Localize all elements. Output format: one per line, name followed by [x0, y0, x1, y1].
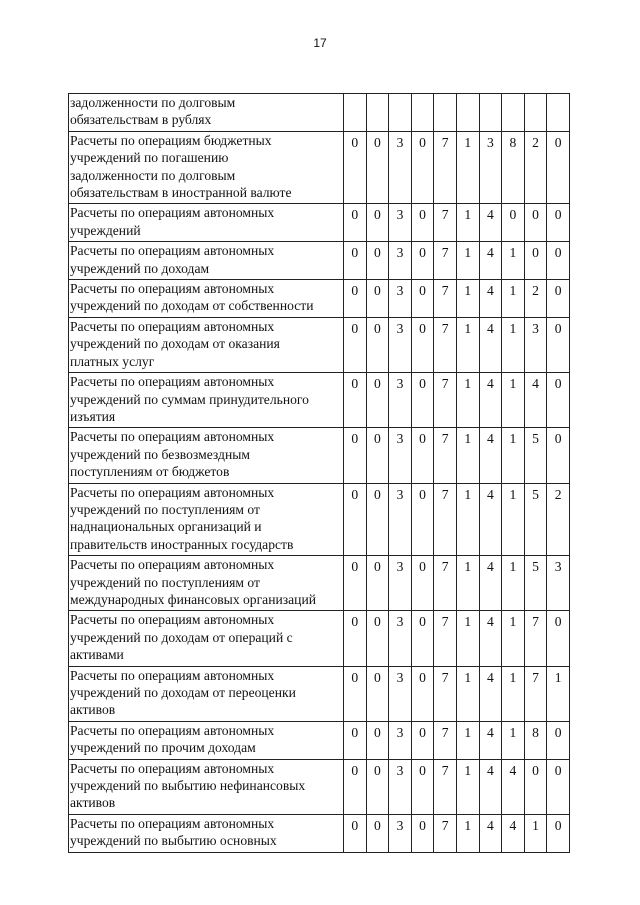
account-name-cell: [69, 611, 344, 666]
account-code-digit: 4: [479, 204, 502, 242]
account-name-cell: [69, 204, 344, 242]
account-code-digit: 1: [456, 666, 479, 721]
table-row: [69, 94, 570, 132]
table-row: [69, 814, 570, 852]
account-code-digit: 0: [547, 373, 570, 428]
account-code-digit: 0: [366, 280, 389, 318]
account-code-digit: 7: [434, 814, 457, 852]
account-code-digit: 4: [479, 317, 502, 372]
account-code-digit: 0: [411, 204, 434, 242]
account-code-digit: 0: [344, 666, 367, 721]
account-code-digit: 1: [524, 814, 547, 852]
account-code-digit: 8: [502, 131, 525, 204]
account-code-digit: 2: [524, 280, 547, 318]
account-code-digit: 1: [456, 317, 479, 372]
account-code-digit: 0: [411, 373, 434, 428]
account-name-line: Расчеты по операциям автономных: [70, 374, 275, 390]
table-body: [69, 94, 570, 853]
account-code-digit: 7: [434, 611, 457, 666]
account-code-digit: 0: [366, 373, 389, 428]
account-code-digit: 5: [524, 556, 547, 611]
account-name-line: Расчеты по операциям автономных: [70, 243, 275, 259]
account-code-digit: [411, 94, 434, 132]
account-code-digit: 3: [389, 666, 412, 721]
account-code-digit: 4: [479, 814, 502, 852]
account-code-digit: 0: [344, 759, 367, 814]
table-row: [69, 428, 570, 483]
account-name-cell: [69, 131, 344, 204]
account-code-digit: 0: [524, 759, 547, 814]
account-name-line: Расчеты по операциям автономных: [70, 722, 275, 738]
account-code-digit: 0: [411, 721, 434, 759]
account-code-digit: 3: [389, 556, 412, 611]
account-code-digit: 1: [456, 428, 479, 483]
account-code-digit: 1: [456, 611, 479, 666]
account-name-line: учреждений по безвозмездным: [70, 446, 250, 462]
account-code-digit: 0: [366, 759, 389, 814]
account-code-digit: 0: [411, 428, 434, 483]
table-row: [69, 242, 570, 280]
account-code-digit: [524, 94, 547, 132]
account-code-digit: 1: [456, 721, 479, 759]
account-name-line: задолженности по долговым: [70, 167, 236, 183]
account-name-line: учреждений по доходам от оказания: [70, 336, 280, 352]
account-name-line: правительств иностранных государств: [70, 536, 294, 552]
account-code-digit: 0: [366, 317, 389, 372]
account-code-digit: 7: [434, 317, 457, 372]
account-code-digit: 0: [366, 131, 389, 204]
account-name-cell: [69, 94, 344, 132]
account-code-digit: [366, 94, 389, 132]
account-code-digit: 0: [411, 131, 434, 204]
account-code-digit: 0: [344, 317, 367, 372]
account-code-digit: 7: [434, 759, 457, 814]
account-code-digit: 1: [456, 131, 479, 204]
account-code-digit: 0: [547, 721, 570, 759]
account-code-digit: 7: [434, 373, 457, 428]
account-code-digit: 0: [524, 204, 547, 242]
account-name-line: учреждений по поступлениям от: [70, 574, 260, 590]
account-code-digit: 0: [344, 280, 367, 318]
account-code-digit: 0: [344, 611, 367, 666]
account-code-digit: 0: [411, 611, 434, 666]
account-name-cell: [69, 759, 344, 814]
account-name-cell: [69, 373, 344, 428]
account-code-digit: 1: [456, 556, 479, 611]
account-name-line: учреждений по доходам: [70, 260, 210, 276]
account-code-digit: 0: [411, 759, 434, 814]
account-code-digit: 4: [524, 373, 547, 428]
account-code-digit: 0: [344, 373, 367, 428]
account-code-digit: [547, 94, 570, 132]
account-code-digit: 0: [366, 242, 389, 280]
account-name-line: учреждений по доходам от собственности: [70, 298, 314, 314]
account-name-cell: [69, 317, 344, 372]
account-code-digit: 0: [547, 759, 570, 814]
account-name-line: Расчеты по операциям автономных: [70, 612, 275, 628]
account-code-digit: 1: [502, 373, 525, 428]
account-code-digit: 1: [502, 483, 525, 556]
account-code-digit: 0: [344, 204, 367, 242]
page-number: 17: [313, 36, 327, 50]
account-code-digit: 0: [344, 814, 367, 852]
account-code-digit: 0: [366, 611, 389, 666]
account-name-cell: [69, 556, 344, 611]
account-code-digit: 7: [434, 280, 457, 318]
account-code-digit: 1: [502, 317, 525, 372]
account-code-digit: [479, 94, 502, 132]
account-code-digit: 0: [366, 721, 389, 759]
account-code-digit: 7: [434, 204, 457, 242]
account-code-digit: 3: [389, 483, 412, 556]
account-code-digit: 3: [389, 611, 412, 666]
account-code-digit: 4: [479, 280, 502, 318]
account-code-digit: 7: [524, 611, 547, 666]
account-code-digit: 3: [389, 814, 412, 852]
account-code-digit: 0: [547, 280, 570, 318]
account-name-line: поступлениям от бюджетов: [70, 464, 230, 480]
account-code-digit: 3: [389, 428, 412, 483]
account-code-digit: 2: [547, 483, 570, 556]
account-name-line: учреждений по доходам от переоценки: [70, 685, 296, 700]
account-code-digit: 7: [524, 666, 547, 721]
account-code-digit: 7: [434, 556, 457, 611]
account-name-line: обязательствам в иностранной валюте: [70, 185, 292, 201]
account-code-digit: 1: [502, 611, 525, 666]
table-row: [69, 721, 570, 759]
account-name-line: Расчеты по операциям автономных: [70, 318, 275, 334]
table-row: [69, 611, 570, 666]
account-code-digit: 1: [456, 814, 479, 852]
account-code-digit: 4: [479, 611, 502, 666]
account-code-digit: 0: [547, 131, 570, 204]
account-code-digit: 3: [389, 317, 412, 372]
account-name-cell: [69, 483, 344, 556]
account-name-cell: [69, 666, 344, 721]
account-code-digit: 4: [479, 666, 502, 721]
account-code-digit: 0: [366, 483, 389, 556]
account-name-line: учреждений по доходам от операций с: [70, 629, 293, 645]
account-code-digit: 7: [434, 242, 457, 280]
account-code-digit: 7: [434, 721, 457, 759]
account-code-digit: 3: [547, 556, 570, 611]
account-code-digit: [434, 94, 457, 132]
account-code-digit: [502, 94, 525, 132]
table-row: [69, 204, 570, 242]
account-code-digit: 4: [479, 242, 502, 280]
account-code-digit: 0: [366, 428, 389, 483]
account-code-digit: 5: [524, 428, 547, 483]
account-code-digit: 0: [366, 204, 389, 242]
account-name-line: учреждений по прочим доходам: [70, 740, 256, 756]
account-code-digit: 0: [547, 242, 570, 280]
account-name-cell: [69, 721, 344, 759]
account-code-digit: 3: [389, 242, 412, 280]
account-name-line: Расчеты по операциям автономных: [70, 205, 275, 221]
account-code-digit: 0: [411, 666, 434, 721]
account-code-digit: 1: [502, 280, 525, 318]
account-code-digit: 7: [434, 428, 457, 483]
account-name-line: учреждений: [70, 222, 141, 238]
account-code-digit: 1: [502, 428, 525, 483]
account-name-line: учреждений по выбытию нефинансовых: [70, 778, 306, 794]
account-code-digit: 8: [524, 721, 547, 759]
account-code-digit: 7: [434, 666, 457, 721]
account-name-line: платных услуг: [70, 353, 155, 369]
account-code-digit: 0: [344, 428, 367, 483]
account-code-digit: 3: [389, 759, 412, 814]
account-name-line: учреждений по погашению: [70, 150, 229, 166]
account-code-digit: 0: [411, 317, 434, 372]
account-code-digit: 4: [479, 373, 502, 428]
account-code-digit: 0: [366, 814, 389, 852]
account-code-digit: 1: [456, 373, 479, 428]
account-code-digit: 3: [389, 131, 412, 204]
account-name-line: Расчеты по операциям бюджетных: [70, 132, 272, 148]
account-code-digit: 0: [547, 428, 570, 483]
account-code-digit: 0: [366, 666, 389, 721]
table-row: [69, 373, 570, 428]
account-name-line: задолженности по долговым: [70, 95, 236, 110]
account-name-line: Расчеты по операциям автономных: [70, 281, 275, 297]
account-code-digit: 4: [479, 428, 502, 483]
account-code-digit: 4: [479, 556, 502, 611]
table-row: [69, 280, 570, 318]
account-name-line: активов: [70, 795, 116, 811]
account-name-cell: [69, 280, 344, 318]
account-code-digit: 0: [411, 556, 434, 611]
account-name-line: учреждений по поступлениям от: [70, 501, 260, 517]
account-name-line: Расчеты по операциям автономных: [70, 429, 275, 445]
account-name-line: активами: [70, 647, 124, 663]
account-code-digit: 7: [434, 131, 457, 204]
account-name-cell: [69, 428, 344, 483]
account-code-digit: [344, 94, 367, 132]
account-name-line: учреждений по суммам принудительного: [70, 391, 309, 407]
account-name-line: Расчеты по операциям автономных: [70, 484, 275, 500]
account-code-digit: 4: [479, 483, 502, 556]
account-code-digit: 1: [502, 666, 525, 721]
account-code-digit: 1: [502, 556, 525, 611]
account-code-digit: 1: [502, 721, 525, 759]
account-name-line: обязательствам в рублях: [70, 112, 212, 128]
account-code-digit: 0: [524, 242, 547, 280]
account-code-digit: 1: [456, 759, 479, 814]
account-name-cell: [69, 242, 344, 280]
account-code-digit: 5: [524, 483, 547, 556]
account-name-line: Расчеты по операциям автономных: [70, 667, 275, 683]
account-code-digit: 0: [411, 242, 434, 280]
table-row: [69, 317, 570, 372]
table-row: [69, 556, 570, 611]
account-code-digit: 3: [524, 317, 547, 372]
account-name-line: Расчеты по операциям автономных: [70, 557, 275, 573]
account-code-digit: 0: [344, 483, 367, 556]
account-code-digit: 7: [434, 483, 457, 556]
table-row: [69, 131, 570, 204]
table-row: [69, 666, 570, 721]
account-name-line: изъятия: [70, 408, 116, 424]
accounts-table: [68, 93, 570, 853]
account-code-digit: 0: [547, 611, 570, 666]
account-code-digit: 0: [411, 280, 434, 318]
table-row: [69, 483, 570, 556]
account-code-digit: 3: [479, 131, 502, 204]
account-code-digit: 1: [456, 204, 479, 242]
account-name-line: активов: [70, 702, 116, 718]
account-code-digit: 0: [547, 204, 570, 242]
account-code-digit: 3: [389, 280, 412, 318]
account-code-digit: [389, 94, 412, 132]
account-code-digit: 4: [502, 814, 525, 852]
account-code-digit: 0: [502, 204, 525, 242]
account-name-line: международных финансовых организаций: [70, 591, 316, 607]
account-code-digit: 1: [456, 483, 479, 556]
account-code-digit: 1: [502, 242, 525, 280]
account-code-digit: [456, 94, 479, 132]
account-code-digit: 1: [456, 280, 479, 318]
account-code-digit: 3: [389, 721, 412, 759]
account-code-digit: 2: [524, 131, 547, 204]
account-code-digit: 1: [547, 666, 570, 721]
account-code-digit: 0: [344, 721, 367, 759]
account-code-digit: 1: [456, 242, 479, 280]
account-code-digit: 0: [411, 483, 434, 556]
account-code-digit: 0: [344, 556, 367, 611]
account-code-digit: 0: [547, 317, 570, 372]
account-code-digit: 3: [389, 373, 412, 428]
account-code-digit: 3: [389, 204, 412, 242]
account-code-digit: 0: [366, 556, 389, 611]
account-code-digit: 4: [479, 721, 502, 759]
account-code-digit: 0: [547, 814, 570, 852]
account-code-digit: 0: [344, 242, 367, 280]
account-code-digit: 0: [411, 814, 434, 852]
account-code-digit: 0: [344, 131, 367, 204]
account-code-digit: 4: [479, 759, 502, 814]
account-name-line: Расчеты по операциям автономных: [70, 760, 275, 776]
account-name-line: Расчеты по операциям автономных: [70, 815, 275, 831]
account-name-line: учреждений по выбытию основных: [70, 833, 277, 849]
table-row: [69, 759, 570, 814]
account-name-line: наднациональных организаций и: [70, 519, 262, 535]
account-code-digit: 4: [502, 759, 525, 814]
account-name-cell: [69, 814, 344, 852]
